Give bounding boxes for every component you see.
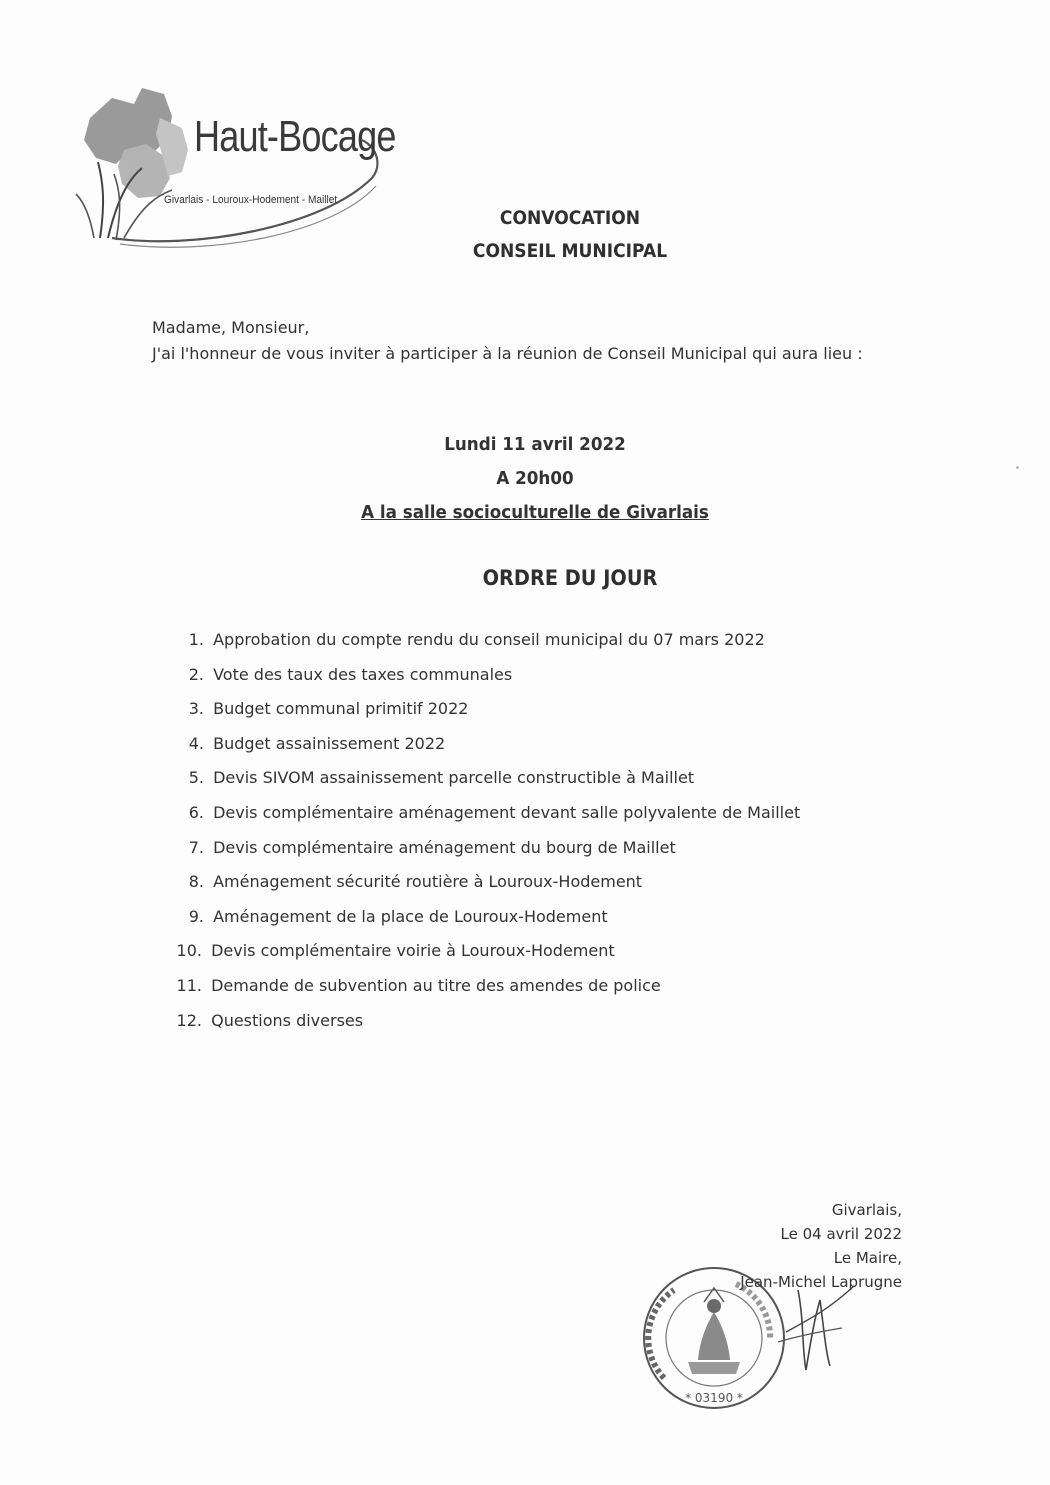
scan-speck (1016, 466, 1019, 469)
agenda-item-number: 6. (188, 802, 204, 822)
agenda-item (168, 732, 908, 767)
svg-text:* 03190 *: * 03190 * (685, 1391, 743, 1405)
agenda-item-text: Aménagement sécurité routière à Louroux-Hodement (213, 872, 643, 892)
agenda-item (168, 663, 908, 698)
agenda-list (168, 628, 908, 1043)
agenda-item-text: Budget communal primitif 2022 (213, 699, 469, 719)
signature-date: Le 04 avril 2022 (780, 1225, 902, 1243)
logo-communes: Givarlais - Louroux-Hodement - Maillet (164, 194, 338, 206)
agenda-item-text: Approbation du compte rendu du conseil municipal du 07 mars 2022 (213, 630, 765, 649)
agenda-item (168, 1009, 908, 1044)
haut-bocage-logo (72, 78, 396, 248)
signature-block (602, 1198, 902, 1294)
agenda-item (168, 801, 908, 836)
meeting-place: A la salle socioculturelle de Givarlais (361, 502, 709, 523)
agenda-item-text: Vote des taux des taxes communales (213, 664, 513, 684)
signature-place: Givarlais, (831, 1201, 902, 1219)
agenda-item-number: 5. (188, 768, 204, 788)
agenda-item-text: Devis complémentaire aménagement devant salle polyvalente de Maillet (213, 802, 801, 822)
logo-graphic-icon (72, 78, 392, 248)
signature-name: Jean-Michel Laprugne (740, 1273, 902, 1291)
agenda-item-text: Aménagement de la place de Louroux-Hodement (213, 906, 608, 926)
agenda-item-text: Budget assainissement 2022 (213, 733, 446, 753)
agenda-item-text: Devis SIVOM assainissement parcelle constructible à Maillet (213, 768, 695, 788)
agenda-item (168, 697, 908, 732)
agenda-item-number: 8. (188, 872, 204, 892)
agenda-item-number: 2. (188, 664, 204, 684)
agenda-item (168, 628, 908, 663)
agenda-item-number: 3. (188, 699, 204, 719)
meeting-date: Lundi 11 avril 2022 (444, 434, 626, 455)
greeting: Madame, Monsieur, (152, 318, 310, 337)
document-title (360, 202, 780, 268)
agenda-item (168, 766, 908, 801)
agenda-title: ORDRE DU JOUR (482, 566, 658, 590)
agenda-item-text: Questions diverses (211, 1010, 364, 1030)
agenda-item (168, 974, 908, 1009)
agenda-item (168, 939, 908, 974)
agenda-item (168, 905, 908, 940)
agenda-item-number: 7. (188, 837, 204, 857)
meeting-time: A 20h00 (496, 468, 574, 489)
agenda-item-number: 1. (188, 630, 204, 649)
agenda-item-number: 11. (176, 975, 202, 995)
title-convocation: CONVOCATION (499, 207, 641, 229)
signature-role: Le Maire, (833, 1249, 902, 1267)
agenda-item (168, 870, 908, 905)
logo-name: Haut-Bocage (194, 112, 396, 161)
title-conseil-municipal: CONSEIL MUNICIPAL (472, 240, 668, 262)
agenda-item-text: Demande de subvention au titre des amendes de police (211, 975, 661, 995)
agenda-item-number: 12. (176, 1010, 202, 1030)
intro-paragraph (152, 316, 912, 366)
agenda-item (168, 836, 908, 871)
agenda-item-number: 10. (176, 941, 202, 961)
agenda-item-text: Devis complémentaire aménagement du bourg de Maillet (213, 837, 676, 857)
meeting-details (300, 428, 770, 530)
agenda-item-number: 4. (188, 733, 204, 753)
agenda-item-text: Devis complémentaire voirie à Louroux-Hodement (211, 941, 615, 961)
invitation-text: J'ai l'honneur de vous inviter à participer à la réunion de Conseil Municipal qui aura lieu : (152, 344, 863, 363)
agenda-item-number: 9. (188, 906, 204, 926)
